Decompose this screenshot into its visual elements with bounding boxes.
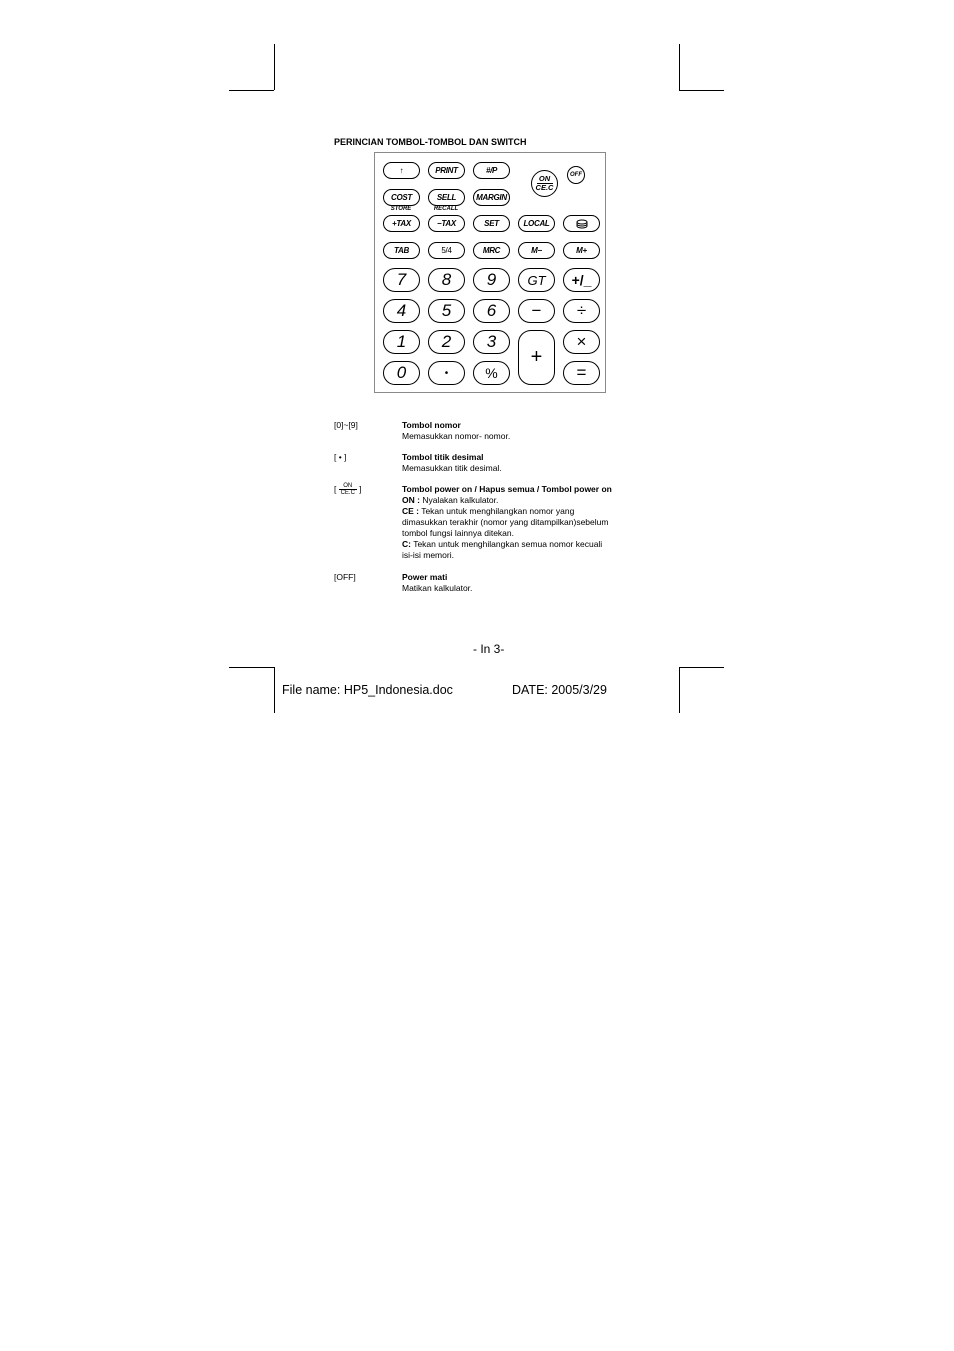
ce-text: Tekan untuk menghilangkan nomor yang: [419, 506, 575, 516]
decimal-key: •: [428, 361, 465, 385]
ce-label: CE :: [402, 506, 419, 516]
item-desc: [402, 484, 652, 561]
c-text: Tekan untuk menghilangkan semua nomor kecuali: [410, 539, 603, 549]
plus-key: +: [518, 330, 555, 385]
keypad-diagram: [374, 152, 606, 393]
ce-c-label: CE.C: [535, 183, 554, 192]
gt-key: GT: [518, 268, 555, 292]
crop-mark: [274, 44, 275, 90]
item-heading: Tombol titik desimal: [402, 452, 484, 462]
on-ce-c-key: [531, 170, 558, 197]
ref-open-bracket: [: [334, 483, 337, 494]
sell-key: SELL: [428, 189, 465, 206]
m-plus-key: M+: [563, 242, 600, 259]
c-label: C:: [402, 539, 411, 549]
crop-mark: [679, 44, 680, 90]
crop-mark: [229, 90, 274, 91]
minus-tax-key: −TAX: [428, 215, 465, 232]
item-heading: Tombol power on / Hapus semua / Tombol power on: [402, 484, 612, 494]
crop-mark: [679, 667, 724, 668]
local-key: LOCAL: [518, 215, 555, 232]
item-desc: [402, 420, 652, 442]
key-3: 3: [473, 330, 510, 354]
multiply-key: ×: [563, 330, 600, 354]
m-minus-key: M−: [518, 242, 555, 259]
equals-key: =: [563, 361, 600, 385]
on-label: ON: [538, 174, 551, 183]
item-text: Memasukkan titik desimal.: [402, 463, 502, 473]
recall-label: RECALL: [433, 206, 459, 212]
on-label: ON :: [402, 495, 420, 505]
crop-mark: [274, 667, 275, 713]
item-heading: Tombol nomor: [402, 420, 461, 430]
percent-key: %: [473, 361, 510, 385]
set-key: SET: [473, 215, 510, 232]
coins-icon: [576, 219, 588, 229]
item-text: tombol fungsi lainnya ditekan.: [402, 528, 514, 538]
sign-change-key: +/_: [563, 268, 600, 292]
round-key: 5/4: [428, 242, 465, 259]
fraction-top: ON: [343, 483, 353, 489]
print-key: PRINT: [428, 162, 465, 179]
item-text: [402, 539, 652, 550]
on-text: Nyalakan kalkulator.: [419, 495, 499, 505]
key-1: 1: [383, 330, 420, 354]
ref-close-bracket: ]: [359, 483, 362, 494]
section-title: PERINCIAN TOMBOL-TOMBOL DAN SWITCH: [334, 137, 527, 147]
footer-date: DATE: 2005/3/29: [512, 683, 607, 697]
item-text: [402, 495, 652, 506]
on-ce-c-fraction: [339, 483, 357, 496]
minus-key: −: [518, 299, 555, 323]
item-text: isi-isi memori.: [402, 550, 454, 560]
key-7: 7: [383, 268, 420, 292]
feed-key: ↑: [383, 162, 420, 179]
key-2: 2: [428, 330, 465, 354]
key-6: 6: [473, 299, 510, 323]
item-text: [402, 506, 652, 517]
key-9: 9: [473, 268, 510, 292]
cost-key: COST: [383, 189, 420, 206]
item-heading: Power mati: [402, 572, 448, 582]
crop-mark: [679, 90, 724, 91]
off-key: OFF: [567, 166, 585, 184]
item-text: Matikan kalkulator.: [402, 583, 473, 593]
non-add-key: #/P: [473, 162, 510, 179]
currency-key: [563, 215, 600, 232]
item-ref: [0]~[9]: [334, 420, 358, 430]
fraction-bottom: CE.C: [340, 490, 355, 496]
crop-mark: [229, 667, 274, 668]
item-ref: [334, 483, 362, 496]
store-label: STORE: [390, 206, 412, 212]
item-desc: [402, 452, 652, 474]
item-ref: [ • ]: [334, 452, 347, 462]
divide-key: ÷: [563, 299, 600, 323]
key-5: 5: [428, 299, 465, 323]
margin-key: MARGIN: [473, 189, 510, 206]
crop-mark: [679, 667, 680, 713]
tab-key: TAB: [383, 242, 420, 259]
footer-file-name: File name: HP5_Indonesia.doc: [282, 683, 453, 697]
key-8: 8: [428, 268, 465, 292]
key-4: 4: [383, 299, 420, 323]
plus-tax-key: +TAX: [383, 215, 420, 232]
mrc-key: MRC: [473, 242, 510, 259]
item-ref: [OFF]: [334, 572, 356, 582]
item-text: dimasukkan terakhir (nomor yang ditampilkan)sebelum: [402, 517, 609, 527]
page-number: - In 3-: [473, 642, 505, 656]
key-0: 0: [383, 361, 420, 385]
item-desc: [402, 572, 652, 594]
item-text: Memasukkan nomor- nomor.: [402, 431, 511, 441]
